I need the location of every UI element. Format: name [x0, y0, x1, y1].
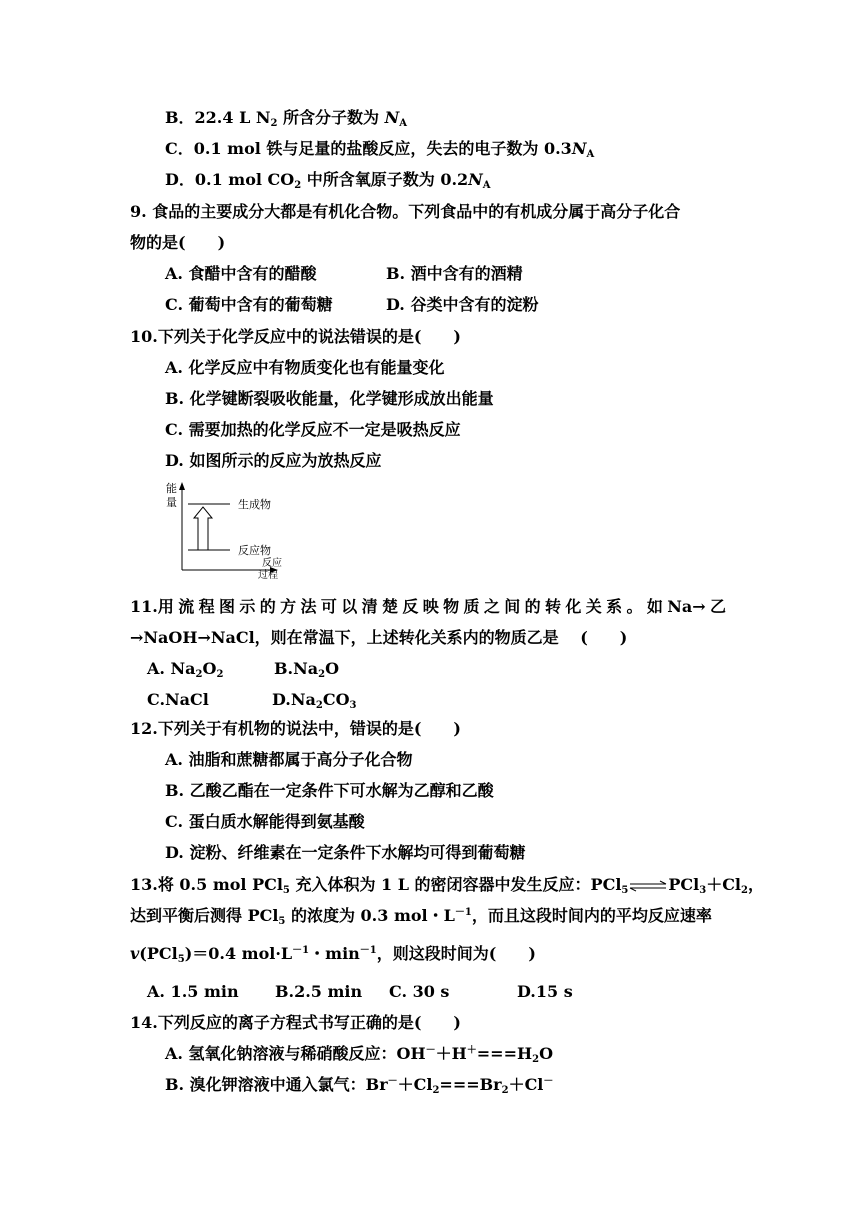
q13-stem-line1: 13.将 0.5 mol PCl$_5$ 充入体积为 1 L 的密闭容器中发生反应：PCl$_5$ $PCl_3+Cl_2$， — [130, 875, 764, 896]
q11-line1-char: 可 — [320, 597, 337, 616]
q11-line1-char: 的 — [524, 597, 541, 616]
q11-line1-char: 程 — [198, 597, 215, 616]
q11-line1-char: 11.用 — [130, 597, 174, 616]
q11-line1-char: 关 — [585, 597, 602, 616]
q11-line1-char: Na→ — [667, 597, 706, 616]
q11-line1-char: 转 — [544, 597, 561, 616]
q9-option-d: D. 谷类中含有的淀粉 — [386, 295, 539, 314]
q11-line1-char: 楚 — [381, 597, 398, 616]
q12-option-b: B. 乙酸乙酯在一定条件下可水解为乙醇和乙酸 — [165, 781, 494, 800]
q9-option-b: B. 酒中含有的酒精 — [386, 264, 523, 283]
diagram-bottom-label: 反应物 — [238, 544, 271, 557]
q8-option-d: D．0.1 mol $CO_2$ 中所含氧原子数为 $0.2N_A$ — [165, 170, 491, 191]
q11-line1-char: 以 — [341, 597, 358, 616]
diagram-y-label-1: 能 — [166, 482, 177, 495]
q12-option-d: D. 淀粉、纤维素在一定条件下水解均可得到葡萄糖 — [165, 843, 526, 862]
q12-option-a: A. 油脂和蔗糖都属于高分子化合物 — [165, 750, 413, 769]
q14-stem: 14.下列反应的离子方程式书写正确的是( ) — [130, 1013, 461, 1032]
q13-stem-line2: 达到平衡后测得 PCl$_5$ 的浓度为 0.3 mol・$L^{-1}$，而且这段时间内的平均反应速率 — [130, 906, 712, 927]
q11-line1-char: 质 — [463, 597, 480, 616]
q11-line1-char: 法 — [300, 597, 317, 616]
q11-line1-char: 方 — [280, 597, 297, 616]
q8-option-b: B．22.4 L $N_2$ 所含分子数为 $N_A$ — [165, 108, 408, 129]
q9-option-c: C. 葡萄中含有的葡萄糖 — [165, 295, 333, 314]
q13-option-b: B.2.5 min — [275, 982, 363, 1001]
diagram-top-label: 生成物 — [238, 498, 271, 511]
q12-stem: 12.下列关于有机物的说法中，错误的是( ) — [130, 719, 461, 738]
q11-option-d: $D.Na_2CO_3$ — [272, 690, 357, 711]
diagram-y-label-2: 量 — [166, 496, 177, 509]
q13-stem-line3: v(PCl$_5$)＝0.4 $mol\cdot L^{-1}$・$\min^{-1}$，则这段时间为( ) — [130, 944, 536, 965]
q10-stem: 10.下列关于化学反应中的说法错误的是( ) — [130, 327, 461, 346]
q11-stem-line1 — [130, 597, 726, 617]
q10-option-b: B. 化学键断裂吸收能量，化学键形成放出能量 — [165, 389, 494, 408]
q10-option-d: D. 如图所示的反应为放热反应 — [165, 451, 382, 470]
q13-option-d: D.15 s — [517, 982, 573, 1001]
q11-line1-char: 间 — [504, 597, 521, 616]
q11-line1-char: 之 — [483, 597, 500, 616]
q11-line1-char: 物 — [443, 597, 460, 616]
q9-option-a: A. 食醋中含有的醋酸 — [165, 264, 317, 283]
q11-line1-char: 化 — [565, 597, 582, 616]
q12-option-c: C. 蛋白质水解能得到氨基酸 — [165, 812, 365, 831]
q13-option-a: A. 1.5 min — [147, 982, 239, 1001]
q8-option-c: C．0.1 mol 铁与足量的盐酸反应，失去的电子数为 $0.3N_A$ — [165, 139, 595, 160]
q11-line1-char: 乙 — [709, 597, 726, 616]
q11-option-b: $B.Na_2O$ — [274, 659, 339, 680]
q11-line1-char: 图 — [218, 597, 235, 616]
q11-line1-char: 示 — [239, 597, 256, 616]
energy-diagram — [162, 480, 292, 580]
diagram-x-label-1: 反应 — [262, 558, 282, 569]
q9-stem-line1: 9. 食品的主要成分大都是有机化合物。下列食品中的有机成分属于高分子化合 — [130, 202, 681, 221]
equilibrium-arrow-icon — [628, 880, 668, 892]
q11-line1-char: 流 — [178, 597, 195, 616]
diagram-x-label-2: 过程 — [258, 570, 278, 580]
q14-option-a: A. 氢氧化钠溶液与稀硝酸反应：$OH^-+H^+===H_2O$ — [165, 1044, 553, 1065]
q11-line1-char: 映 — [422, 597, 439, 616]
q13-option-c: C. 30 s — [389, 982, 450, 1001]
q11-stem-line2: →NaOH→NaCl，则在常温下，上述转化关系内的物质乙是 ( ) — [130, 628, 628, 647]
q11-line1-char: 反 — [402, 597, 419, 616]
q11-line1-char: 清 — [361, 597, 378, 616]
q10-option-c: C. 需要加热的化学反应不一定是吸热反应 — [165, 420, 461, 439]
q11-line1-char: 如 — [646, 597, 663, 616]
q11-line1-char: 。 — [626, 597, 643, 616]
q9-stem-line2: 物的是( ) — [130, 233, 226, 252]
q10-option-a: A. 化学反应中有物质变化也有能量变化 — [165, 358, 445, 377]
q11-option-c: C.NaCl — [147, 690, 209, 709]
q11-line1-char: 的 — [259, 597, 276, 616]
q14-option-b: B. 溴化钾溶液中通入氯气：$Br^-+Cl_2===Br_2+Cl^-$ — [165, 1075, 554, 1096]
q11-line1-char: 系 — [606, 597, 623, 616]
q11-option-a: A. $Na_2O_2$ — [147, 659, 224, 680]
